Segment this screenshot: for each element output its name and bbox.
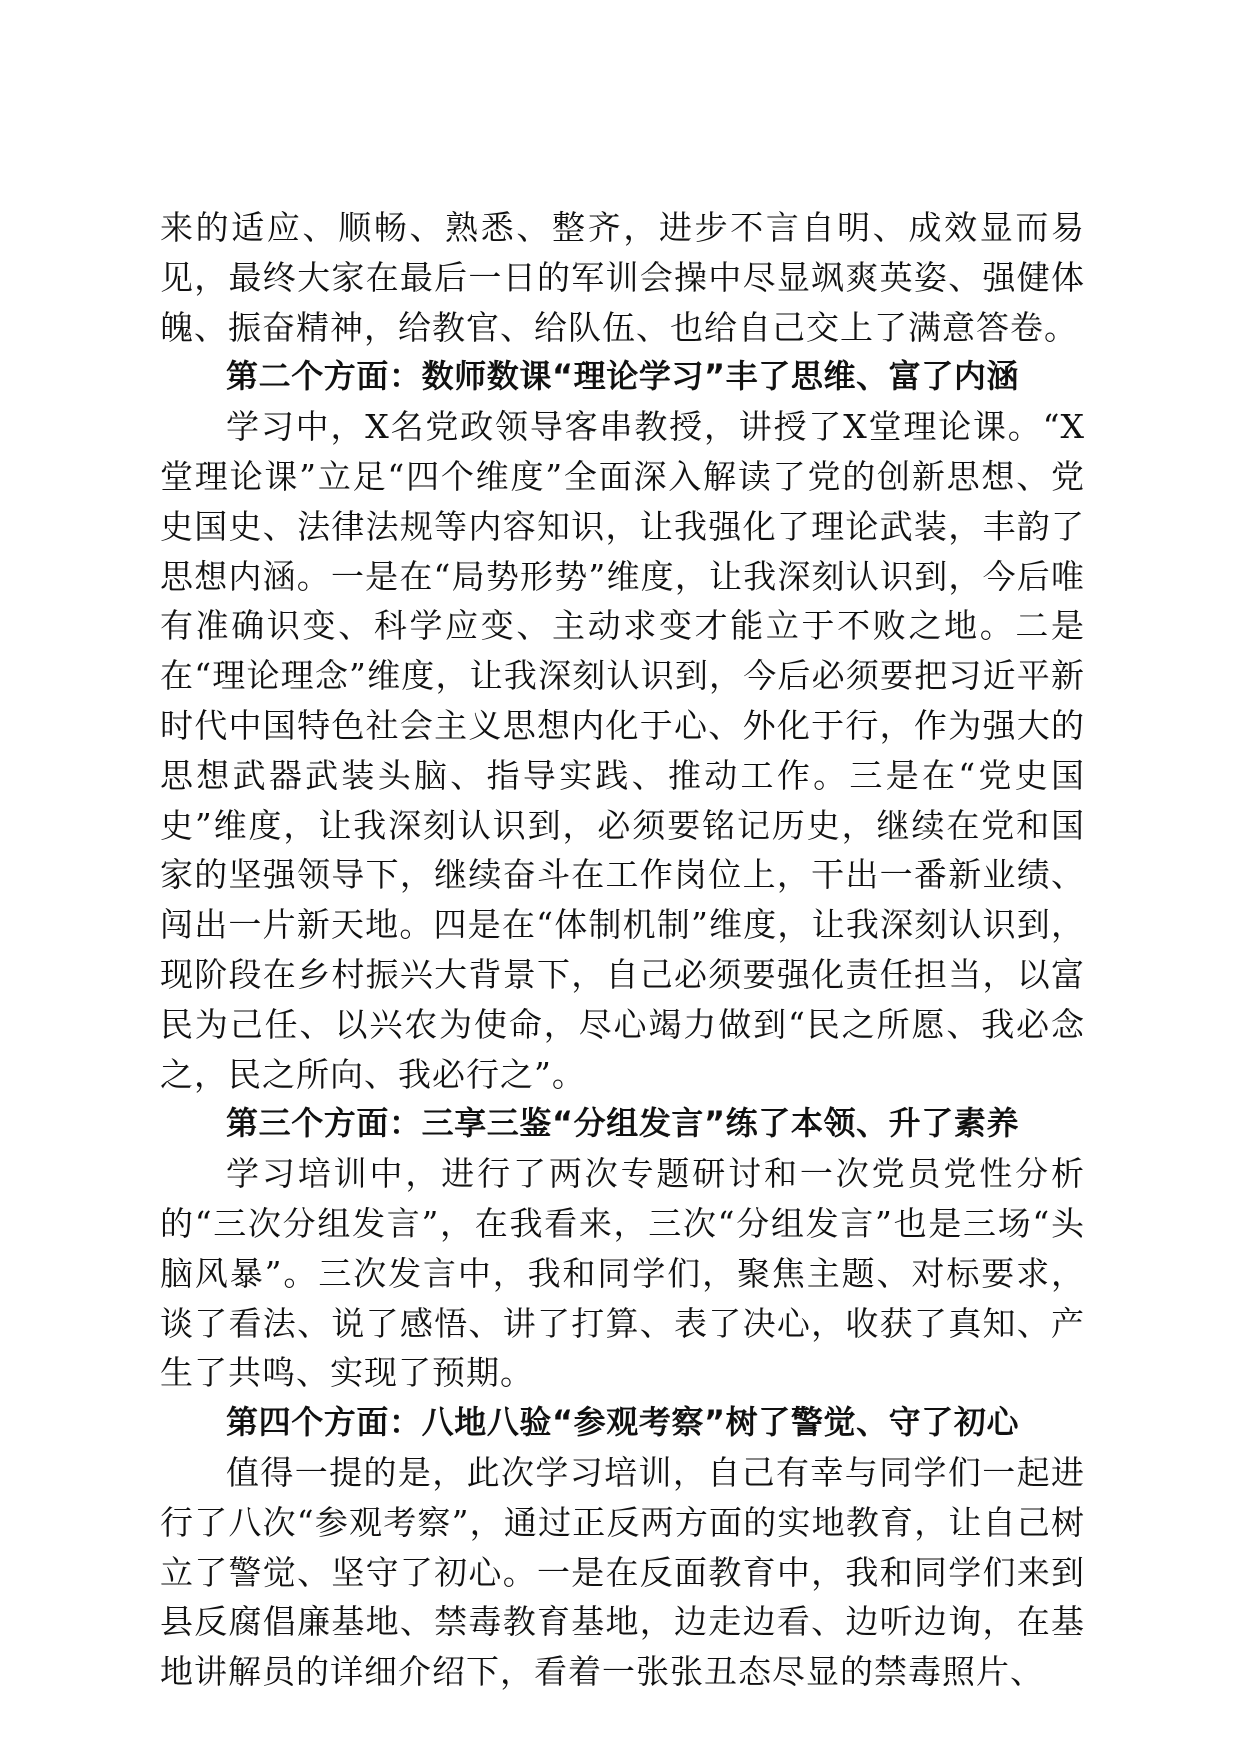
- section-heading-theory-study: 第二个方面：数师数课“理论学习”丰了思维、富了内涵: [226, 357, 1020, 396]
- paragraph-group-speech: 学习培训中，进行了两次专题研讨和一次党员党性分析的“三次分组发言”，在我看来，三次“分组发言”也是三场“头脑风暴”。三次发言中，我和同学们，聚焦主题、对标要求，谈了看法、说了感悟、讲了打算、表了决心，收获了真知、产生了共鸣、实现了预期。: [160, 1154, 1085, 1393]
- section-heading-group-speech: 第三个方面：三享三鉴“分组发言”练了本领、升了素养: [226, 1104, 1020, 1143]
- section-heading-site-visits: 第四个方面：八地八验“参观考察”树了警觉、守了初心: [226, 1403, 1020, 1442]
- paragraph-military-training-end: 来的适应、顺畅、熟悉、整齐，进步不言自明、成效显而易见，最终大家在最后一日的军训会操中尽显飒爽英姿、强健体魄、振奋精神，给教官、给队伍、也给自己交上了满意答卷。: [160, 208, 1085, 347]
- paragraph-theory-study: 学习中，X名党政领导客串教授，讲授了X堂理论课。“X堂理论课”立足“四个维度”全面深入解读了党的创新思想、党史国史、法律法规等内容知识，让我强化了理论武装，丰韵了思想内涵。一是在“局势形势”维度，让我深刻认识到，今后唯有准确识变、科学应变、主动求变才能立于不败之地。二是在“理论理念”维度，让我深刻认识到，今后必须要把习近平新时代中国特色社会主义思想内化于心、外化于行，作为强大的思想武器武装头脑、指导实践、推动工作。三是在“党史国史”维度，让我深刻认识到，必须要铭记历史，继续在党和国家的坚强领导下，继续奋斗在工作岗位上，干出一番新业绩、闯出一片新天地。四是在“体制机制”维度，让我深刻认识到，现阶段在乡村振兴大背景下，自己必须要强化责任担当，以富民为己任、以兴农为使命，尽心竭力做到“民之所愿、我必念之，民之所向、我必行之”。: [160, 407, 1085, 1094]
- document-page: [160, 203, 1085, 1697]
- paragraph-site-visits: 值得一提的是，此次学习培训，自己有幸与同学们一起进行了八次“参观考察”，通过正反两方面的实地教育，让自己树立了警觉、坚守了初心。一是在反面教育中，我和同学们来到县反腐倡廉基地、禁毒教育基地，边走边看、边听边询，在基地讲解员的详细介绍下，看着一张张丑态尽显的禁毒照片、: [160, 1452, 1085, 1692]
